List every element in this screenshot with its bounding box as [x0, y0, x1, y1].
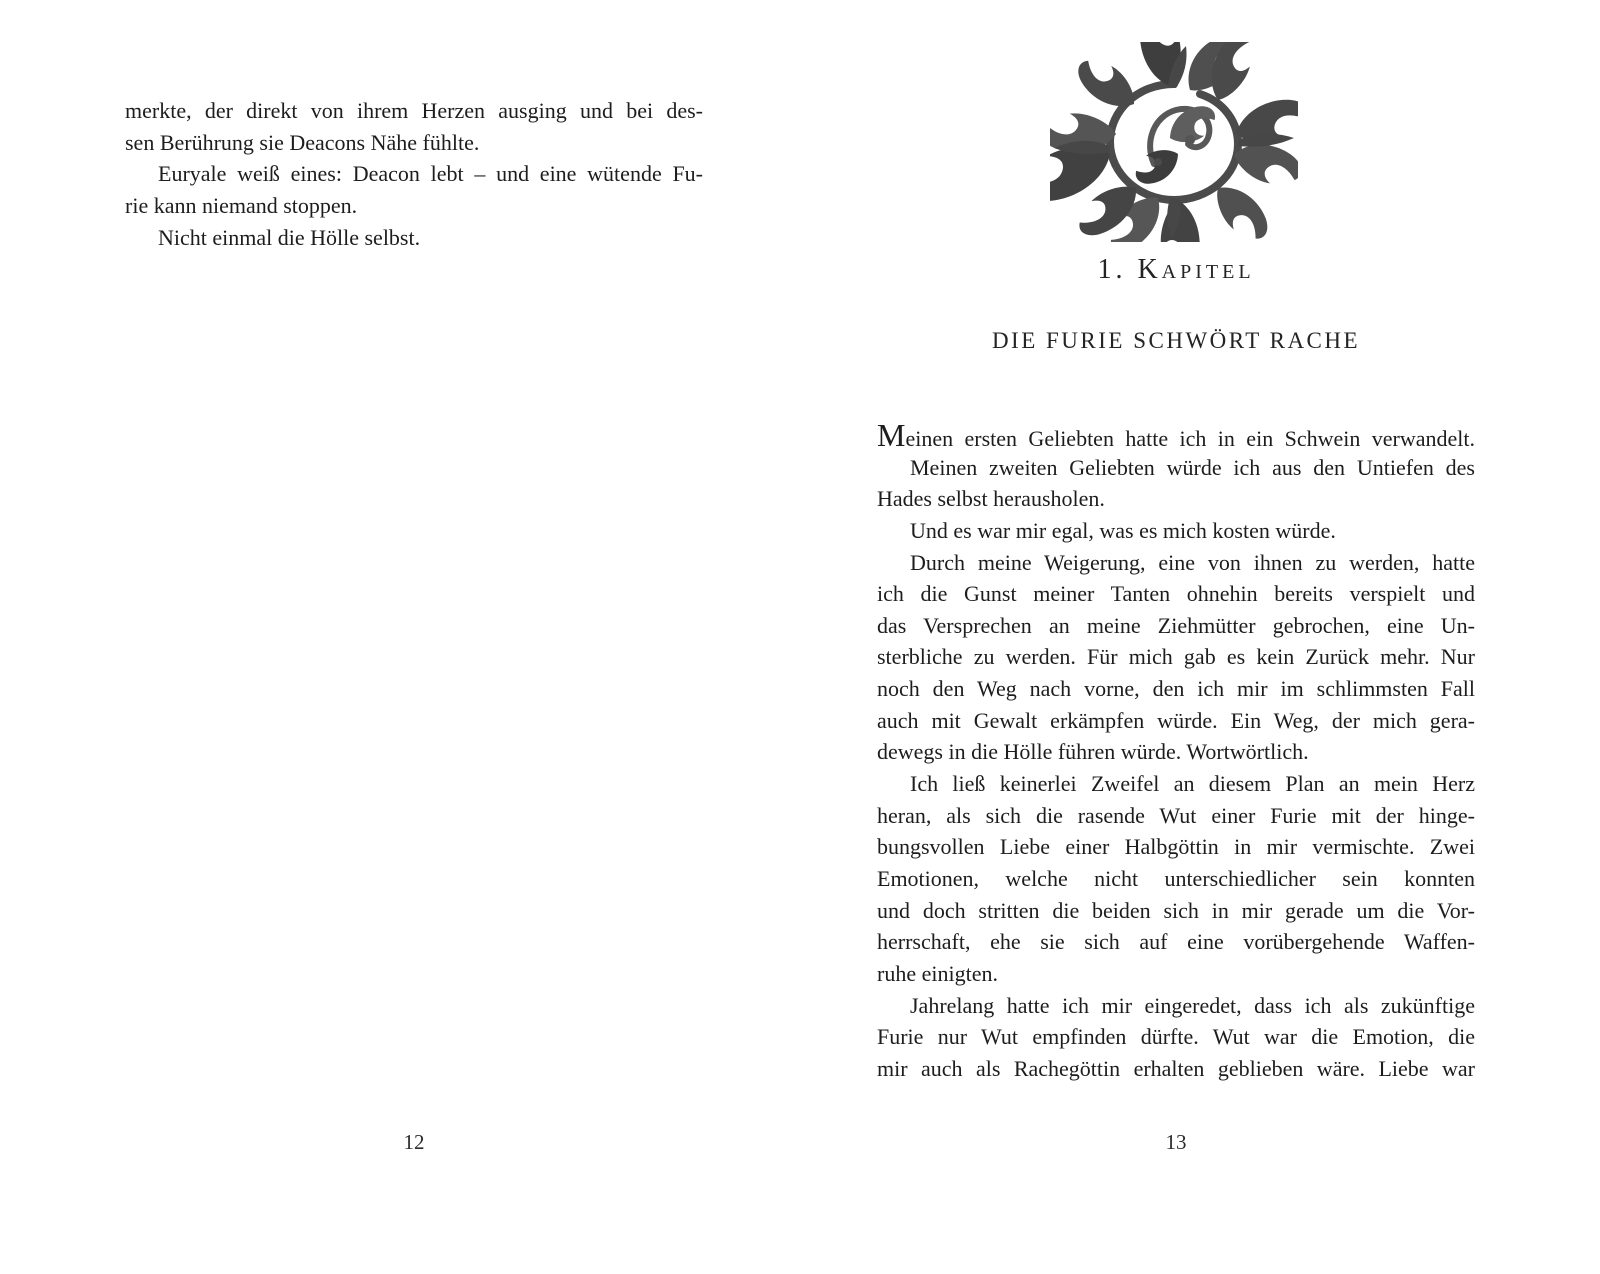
text-line: Emotionen, welche nicht unterschiedlicher sein konnten [877, 865, 1475, 891]
page-number-right: 13 [1165, 1130, 1187, 1154]
left-page-text [125, 95, 703, 253]
text-line: ich die Gunst meiner Tanten ohnehin bereits verspielt und [877, 581, 1475, 607]
text-line: Meinen zweiten Geliebten würde ich aus den Untiefen des [910, 454, 1475, 480]
text-line: noch den Weg nach vorne, den ich mir im schlimmsten Fall [877, 676, 1475, 702]
text-line: Und es war mir egal, was es mich kosten würde. [910, 517, 1336, 543]
text-line: und doch stritten die beiden sich in mir gerade um die Vor- [877, 897, 1475, 923]
text-line: Hades selbst herausholen. [877, 486, 1105, 512]
chapter-title-heading: DIE FURIE SCHWÖRT RACHE [991, 328, 1361, 353]
text-line: heran, als sich die rasende Wut einer Furie mit der hinge- [877, 802, 1475, 828]
text-line: das Versprechen an meine Ziehmütter gebrochen, eine Un- [877, 612, 1475, 638]
text-line: ruhe einigten. [877, 960, 998, 986]
text-line: Furie nur Wut empfinden dürfte. Wut war die Emotion, die [877, 1024, 1475, 1050]
text-line: auch mit Gewalt erkämpfen würde. Ein Weg, der mich gera- [877, 707, 1475, 733]
text-line: Euryale weiß eines: Deacon lebt – und eine wütende Fu- [158, 161, 703, 187]
text-line: sen Berührung sie Deacons Nähe fühlte. [125, 129, 480, 155]
text-line: herrschaft, ehe sie sich auf eine vorübergehende Waffen- [877, 929, 1475, 955]
text-line: Meinen ersten Geliebten hatte ich in ein Schwein verwandelt. [877, 417, 1475, 453]
text-line: sterbliche zu werden. Für mich gab es kein Zurück mehr. Nur [877, 644, 1475, 670]
text-line: rie kann niemand stoppen. [125, 192, 358, 218]
text-line: Jahrelang hatte ich mir eingeredet, dass ich als zukünftige [910, 992, 1475, 1018]
right-page-text [877, 417, 1475, 1084]
text-line: bungsvollen Liebe einer Halbgöttin in mir vermischte. Zwei [877, 834, 1475, 860]
initial-capital: M [877, 417, 906, 453]
text-line: Durch meine Weigerung, eine von ihnen zu werden, hatte [910, 549, 1475, 575]
text-line: merkte, der direkt von ihrem Herzen ausging und bei des- [125, 98, 703, 123]
chapter-ornament-icon [1050, 42, 1298, 242]
page-number-left: 12 [403, 1130, 425, 1154]
text-line: Nicht einmal die Hölle selbst. [158, 224, 421, 250]
text-line: Ich ließ keinerlei Zweifel an diesem Plan an mein Herz [910, 771, 1475, 797]
chapter-number-heading: 1. Kapitel [1097, 254, 1255, 285]
text-line: mir auch als Rachegöttin erhalten geblieben wäre. Liebe war [877, 1055, 1475, 1081]
text-line: dewegs in die Hölle führen würde. Wortwörtlich. [877, 739, 1309, 765]
